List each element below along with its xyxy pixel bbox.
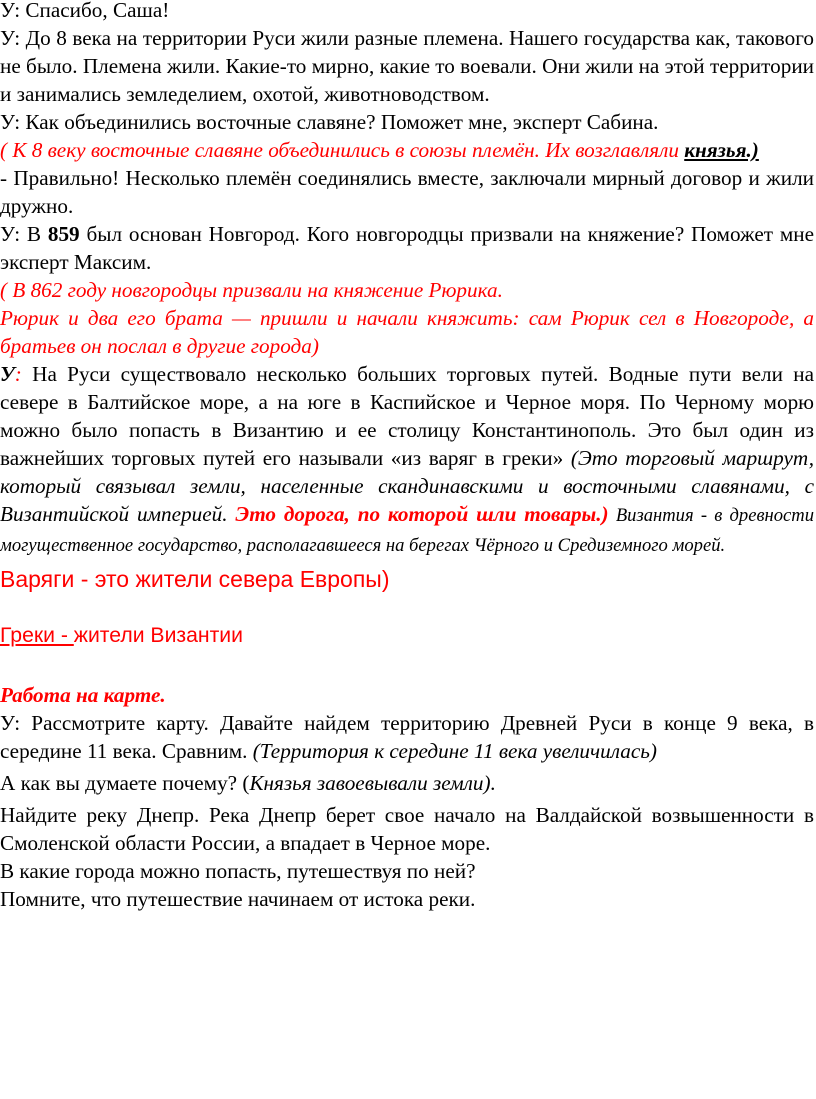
paragraph-confirmation — [0, 164, 814, 220]
answer-text: Рюрик и два его брата — пришли и начали княжить: сам Рюрик сел в Новгороде, а братьев он послал в другие города) — [0, 306, 814, 358]
definition-text: жители Византии — [73, 624, 243, 647]
paragraph-text: Найдите реку Днепр. Река Днепр берет свое начало на Валдайской возвышенности в Смоленской области России, а впадает в Черное море. — [0, 803, 814, 855]
spacer — [0, 650, 814, 671]
speaker-label: У: — [0, 26, 21, 50]
paragraph-novgorod — [0, 220, 814, 276]
paragraph-italic-answer: (Территория к середине 11 века увеличилась) — [252, 739, 657, 763]
speaker-label: У: — [0, 0, 21, 22]
paragraph-red-bold-note: Это дорога, по которой шли товары.) — [235, 502, 609, 526]
heading-text: Работа на карте. — [0, 683, 166, 707]
paragraph-map — [0, 709, 814, 765]
definition-term: Греки - — [0, 624, 74, 647]
paragraph-cities-question — [0, 857, 814, 885]
paragraph-text: До 8 века на территории Руси жили разные племена. Нашего государства как, такового не было. Племена жили. Какие-то мирно, какие то воевали. Они жили на этой территории и занимались земледелием, охотой, животноводством. — [0, 26, 814, 106]
paragraph-text: - Правильно! Несколько племён соединялись вместе, заключали мирный договор и жили дружно. — [0, 166, 814, 218]
paragraph-text: Рассмотрите карту. Давайте найдем территорию Древней Руси в конце 9 века, в середине 11 века. Сравним. — [0, 711, 814, 763]
paragraph-trade-routes — [0, 360, 814, 560]
paragraph-text-post: был основан Новгород. Кого новгородцы призвали на княжение? Поможет мне эксперт Максим. — [0, 222, 814, 274]
paragraph-text: Как объединились восточные славяне? Поможет мне, эксперт Сабина. — [20, 110, 659, 134]
paragraph-dnieper — [0, 801, 814, 857]
paragraph-answer-brothers — [0, 304, 814, 360]
definition-text: Варяги - это жители севера Европы) — [0, 566, 390, 592]
paragraph-text-pre: В — [20, 222, 48, 246]
paragraph-text: На Руси существовало несколько больших торговых путей. Водные пути вели на севере в Балтийское море, а на юге в Каспийское и Черное моря. По Черному морю можно было попасть в Византию и ее столицу Константинополь. Это был один из важнейших торговых путей его называли «из варяг в греки» — [0, 362, 814, 470]
paragraph-italic-answer: Князья завоевывали земли). — [249, 771, 496, 795]
answer-bold-term: князья.) — [684, 138, 759, 162]
speaker-label: У: — [0, 222, 21, 246]
paragraph-text: А как вы думаете почему? ( — [0, 771, 250, 795]
speaker-label: У: — [0, 110, 21, 134]
paragraph-italic-note: (Это торговый маршрут, который связывал земли, населенные скандинавскими и восточными славянами, с Византийской империей. — [0, 446, 815, 526]
speaker-label: У — [0, 362, 15, 386]
paragraph-text: Помните, что путешествие начинаем от истока реки. — [0, 887, 476, 911]
paragraph-varangians — [0, 564, 814, 594]
speaker-label: У: — [0, 711, 21, 735]
speaker-colon: : — [14, 362, 22, 386]
answer-text: ( В 862 году новгородцы призвали на княжение Рюрика. — [0, 278, 503, 302]
paragraph-question-unification — [0, 108, 814, 136]
paragraph-answer-rurik — [0, 276, 814, 304]
paragraph-small-italic-note: Византия - в древности могущественное государство, располагавшееся на берегах Чёрного и Средиземного морей. — [0, 505, 815, 556]
paragraph-source-reminder — [0, 885, 814, 913]
paragraph-answer-unions — [0, 136, 814, 164]
answer-text: ( К 8 веку восточные славяне объединились в союзы племён. Их возглавляли — [0, 138, 685, 162]
paragraph-tribes — [0, 24, 814, 108]
paragraph-greeting — [0, 0, 814, 24]
year-bold: 859 — [47, 222, 80, 246]
paragraph-why — [0, 769, 814, 797]
paragraph-greeks — [0, 622, 814, 650]
paragraph-text: Спасибо, Саша! — [20, 0, 170, 22]
section-heading-map-work — [0, 681, 814, 709]
paragraph-text: В какие города можно попасть, путешествуя по ней? — [0, 859, 476, 883]
